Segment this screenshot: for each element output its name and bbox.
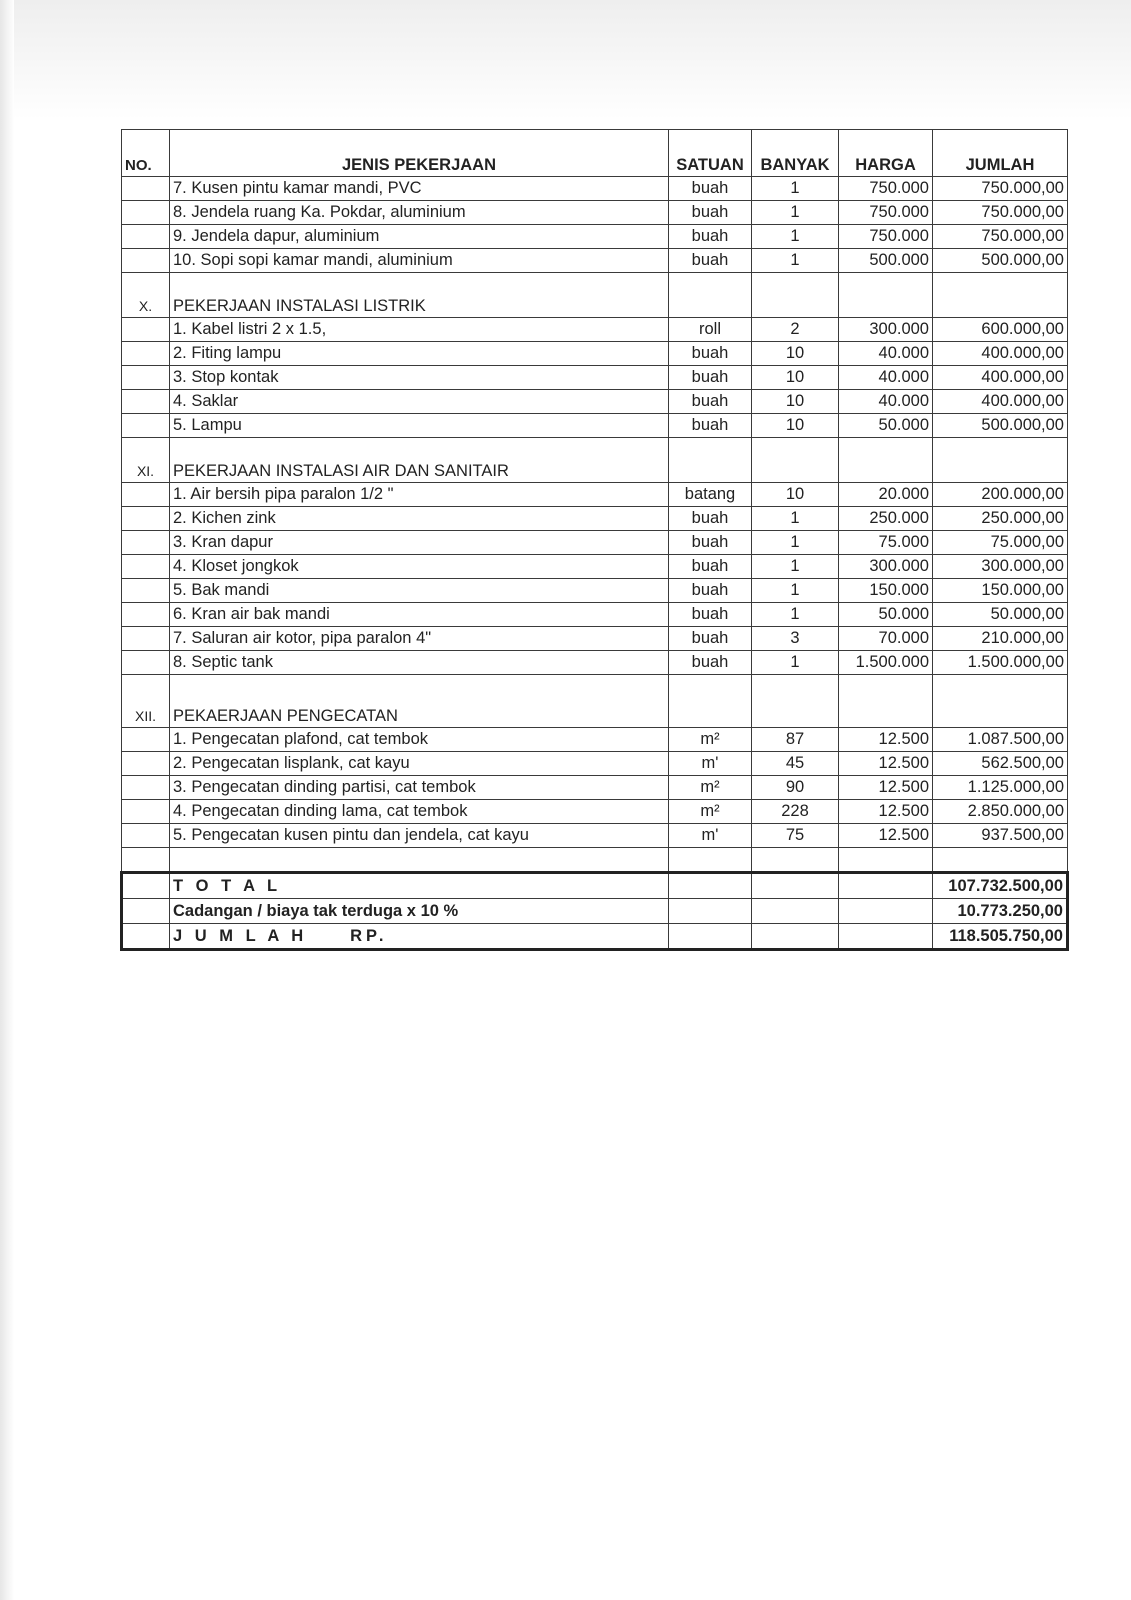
row-qty: 3 [752,627,839,651]
row-price: 12.500 [839,824,933,848]
table-row [122,627,1068,651]
row-unit: buah [669,531,752,555]
summary-amount: 10.773.250,00 [933,899,1068,924]
row-price: 75.000 [839,531,933,555]
header-qty: BANYAK [752,130,839,177]
row-unit: buah [669,390,752,414]
row-price: 300.000 [839,318,933,342]
row-price: 50.000 [839,603,933,627]
section-number: X. [122,273,170,318]
row-qty: 10 [752,342,839,366]
row-amount: 400.000,00 [933,390,1068,414]
row-unit: m² [669,776,752,800]
row-no-cell [122,249,170,273]
blank-cell [933,848,1068,873]
table-row [122,776,1068,800]
section-title: PEKAERJAAN PENGECATAN [170,675,669,728]
table-row [122,201,1068,225]
row-amount: 400.000,00 [933,342,1068,366]
summary-empty-cell [669,924,752,950]
table-row [122,390,1068,414]
blank-cell [170,848,669,873]
table-row [122,318,1068,342]
row-no-cell [122,824,170,848]
row-unit: buah [669,225,752,249]
row-qty: 1 [752,177,839,201]
row-unit: buah [669,627,752,651]
row-unit: m' [669,824,752,848]
row-qty: 10 [752,366,839,390]
row-job: 1. Pengecatan plafond, cat tembok [170,728,669,752]
row-qty: 1 [752,531,839,555]
summary-empty-cell [669,873,752,899]
row-qty: 228 [752,800,839,824]
row-price: 750.000 [839,177,933,201]
section-row [122,438,1068,483]
scan-edge [0,0,14,1600]
row-qty: 45 [752,752,839,776]
section-title: PEKERJAAN INSTALASI AIR DAN SANITAIR [170,438,669,483]
row-price: 500.000 [839,249,933,273]
row-unit: buah [669,342,752,366]
row-qty: 10 [752,414,839,438]
row-job: 2. Kichen zink [170,507,669,531]
row-job: 4. Saklar [170,390,669,414]
summary-empty-no [122,873,170,899]
row-price: 70.000 [839,627,933,651]
summary-empty-cell [839,924,933,950]
row-no-cell [122,752,170,776]
table-row [122,728,1068,752]
summary-label: T O T A L [170,873,669,899]
blank-row [122,848,1068,873]
row-qty: 87 [752,728,839,752]
row-unit: m² [669,728,752,752]
row-unit: buah [669,651,752,675]
section-empty-cell [839,438,933,483]
summary-empty-cell [839,873,933,899]
row-qty: 10 [752,483,839,507]
row-no-cell [122,225,170,249]
row-amount: 500.000,00 [933,414,1068,438]
row-no-cell [122,579,170,603]
row-price: 50.000 [839,414,933,438]
row-price: 250.000 [839,507,933,531]
section-empty-cell [752,438,839,483]
table-row [122,342,1068,366]
row-no-cell [122,603,170,627]
row-no-cell [122,414,170,438]
row-job: 3. Stop kontak [170,366,669,390]
row-unit: buah [669,177,752,201]
row-no-cell [122,800,170,824]
section-empty-cell [752,273,839,318]
row-unit: roll [669,318,752,342]
row-qty: 2 [752,318,839,342]
cost-estimate-table [120,129,1069,951]
section-empty-cell [933,273,1068,318]
row-amount: 600.000,00 [933,318,1068,342]
row-job: 7. Saluran air kotor, pipa paralon 4" [170,627,669,651]
row-no-cell [122,201,170,225]
table-row [122,651,1068,675]
row-qty: 1 [752,249,839,273]
row-amount: 2.850.000,00 [933,800,1068,824]
table-row [122,366,1068,390]
row-qty: 1 [752,579,839,603]
row-qty: 1 [752,555,839,579]
row-job: 3. Kran dapur [170,531,669,555]
table-row [122,249,1068,273]
row-no-cell [122,177,170,201]
row-unit: buah [669,555,752,579]
contingency-row [122,899,1068,924]
summary-amount: 107.732.500,00 [933,873,1068,899]
table-row [122,177,1068,201]
grand-total-row [122,924,1068,950]
row-unit: buah [669,579,752,603]
row-unit: buah [669,414,752,438]
table-row [122,225,1068,249]
section-row [122,675,1068,728]
row-job: 5. Bak mandi [170,579,669,603]
table-row [122,752,1068,776]
row-qty: 10 [752,390,839,414]
section-empty-cell [669,273,752,318]
table-row [122,531,1068,555]
table-row [122,824,1068,848]
row-unit: buah [669,366,752,390]
table-row [122,579,1068,603]
row-price: 12.500 [839,800,933,824]
row-price: 20.000 [839,483,933,507]
summary-empty-cell [752,873,839,899]
row-job: 2. Pengecatan lisplank, cat kayu [170,752,669,776]
row-job: 6. Kran air bak mandi [170,603,669,627]
row-price: 1.500.000 [839,651,933,675]
row-job: 5. Lampu [170,414,669,438]
row-job: 9. Jendela dapur, aluminium [170,225,669,249]
table-row [122,555,1068,579]
section-empty-cell [933,675,1068,728]
summary-empty-no [122,899,170,924]
row-amount: 210.000,00 [933,627,1068,651]
table-header-row [122,130,1068,177]
row-unit: buah [669,249,752,273]
row-no-cell [122,507,170,531]
row-job: 7. Kusen pintu kamar mandi, PVC [170,177,669,201]
summary-amount: 118.505.750,00 [933,924,1068,950]
section-empty-cell [752,675,839,728]
row-unit: buah [669,603,752,627]
summary-label: J U M L A H RP. [170,924,669,950]
header-no: NO. [122,130,170,177]
section-empty-cell [839,273,933,318]
summary-empty-cell [752,924,839,950]
summary-empty-cell [752,899,839,924]
row-no-cell [122,318,170,342]
row-no-cell [122,555,170,579]
row-no-cell [122,627,170,651]
row-price: 150.000 [839,579,933,603]
row-qty: 1 [752,507,839,531]
table-row [122,483,1068,507]
row-unit: batang [669,483,752,507]
row-amount: 400.000,00 [933,366,1068,390]
row-no-cell [122,342,170,366]
row-price: 750.000 [839,225,933,249]
row-qty: 1 [752,603,839,627]
row-amount: 937.500,00 [933,824,1068,848]
header-amount: JUMLAH [933,130,1068,177]
row-price: 40.000 [839,390,933,414]
row-amount: 750.000,00 [933,201,1068,225]
blank-cell [122,848,170,873]
row-price: 40.000 [839,342,933,366]
row-no-cell [122,776,170,800]
header-job: JENIS PEKERJAAN [170,130,669,177]
summary-empty-cell [669,899,752,924]
row-job: 3. Pengecatan dinding partisi, cat tembok [170,776,669,800]
table-row [122,603,1068,627]
section-empty-cell [839,675,933,728]
row-amount: 562.500,00 [933,752,1068,776]
row-qty: 90 [752,776,839,800]
row-job: 4. Kloset jongkok [170,555,669,579]
section-empty-cell [669,675,752,728]
row-no-cell [122,366,170,390]
row-job: 5. Pengecatan kusen pintu dan jendela, cat kayu [170,824,669,848]
row-no-cell [122,390,170,414]
section-number: XII. [122,675,170,728]
row-no-cell [122,651,170,675]
section-empty-cell [669,438,752,483]
row-amount: 750.000,00 [933,177,1068,201]
row-qty: 1 [752,651,839,675]
header-unit: SATUAN [669,130,752,177]
table-row [122,507,1068,531]
row-unit: m² [669,800,752,824]
row-amount: 1.087.500,00 [933,728,1068,752]
row-no-cell [122,483,170,507]
section-number: XI. [122,438,170,483]
row-unit: m' [669,752,752,776]
section-empty-cell [933,438,1068,483]
row-amount: 300.000,00 [933,555,1068,579]
row-qty: 75 [752,824,839,848]
row-qty: 1 [752,225,839,249]
blank-cell [669,848,752,873]
row-amount: 200.000,00 [933,483,1068,507]
section-row [122,273,1068,318]
row-unit: buah [669,507,752,531]
blank-cell [752,848,839,873]
row-amount: 250.000,00 [933,507,1068,531]
row-amount: 1.500.000,00 [933,651,1068,675]
table-row [122,414,1068,438]
summary-empty-no [122,924,170,950]
row-amount: 500.000,00 [933,249,1068,273]
row-amount: 75.000,00 [933,531,1068,555]
total-row [122,873,1068,899]
row-price: 12.500 [839,776,933,800]
table-row [122,800,1068,824]
summary-empty-cell [839,899,933,924]
row-job: 8. Septic tank [170,651,669,675]
row-price: 12.500 [839,728,933,752]
row-job: 4. Pengecatan dinding lama, cat tembok [170,800,669,824]
table-body [122,130,1068,950]
scan-shadow [0,0,1131,120]
row-qty: 1 [752,201,839,225]
row-amount: 150.000,00 [933,579,1068,603]
row-price: 12.500 [839,752,933,776]
section-title: PEKERJAAN INSTALASI LISTRIK [170,273,669,318]
row-unit: buah [669,201,752,225]
row-amount: 50.000,00 [933,603,1068,627]
row-price: 750.000 [839,201,933,225]
row-price: 40.000 [839,366,933,390]
row-job: 1. Air bersih pipa paralon 1/2 " [170,483,669,507]
row-no-cell [122,728,170,752]
summary-label: Cadangan / biaya tak terduga x 10 % [170,899,669,924]
row-amount: 1.125.000,00 [933,776,1068,800]
row-no-cell [122,531,170,555]
row-price: 300.000 [839,555,933,579]
row-job: 1. Kabel listri 2 x 1.5, [170,318,669,342]
row-job: 10. Sopi sopi kamar mandi, aluminium [170,249,669,273]
row-amount: 750.000,00 [933,225,1068,249]
blank-cell [839,848,933,873]
header-price: HARGA [839,130,933,177]
row-job: 8. Jendela ruang Ka. Pokdar, aluminium [170,201,669,225]
row-job: 2. Fiting lampu [170,342,669,366]
